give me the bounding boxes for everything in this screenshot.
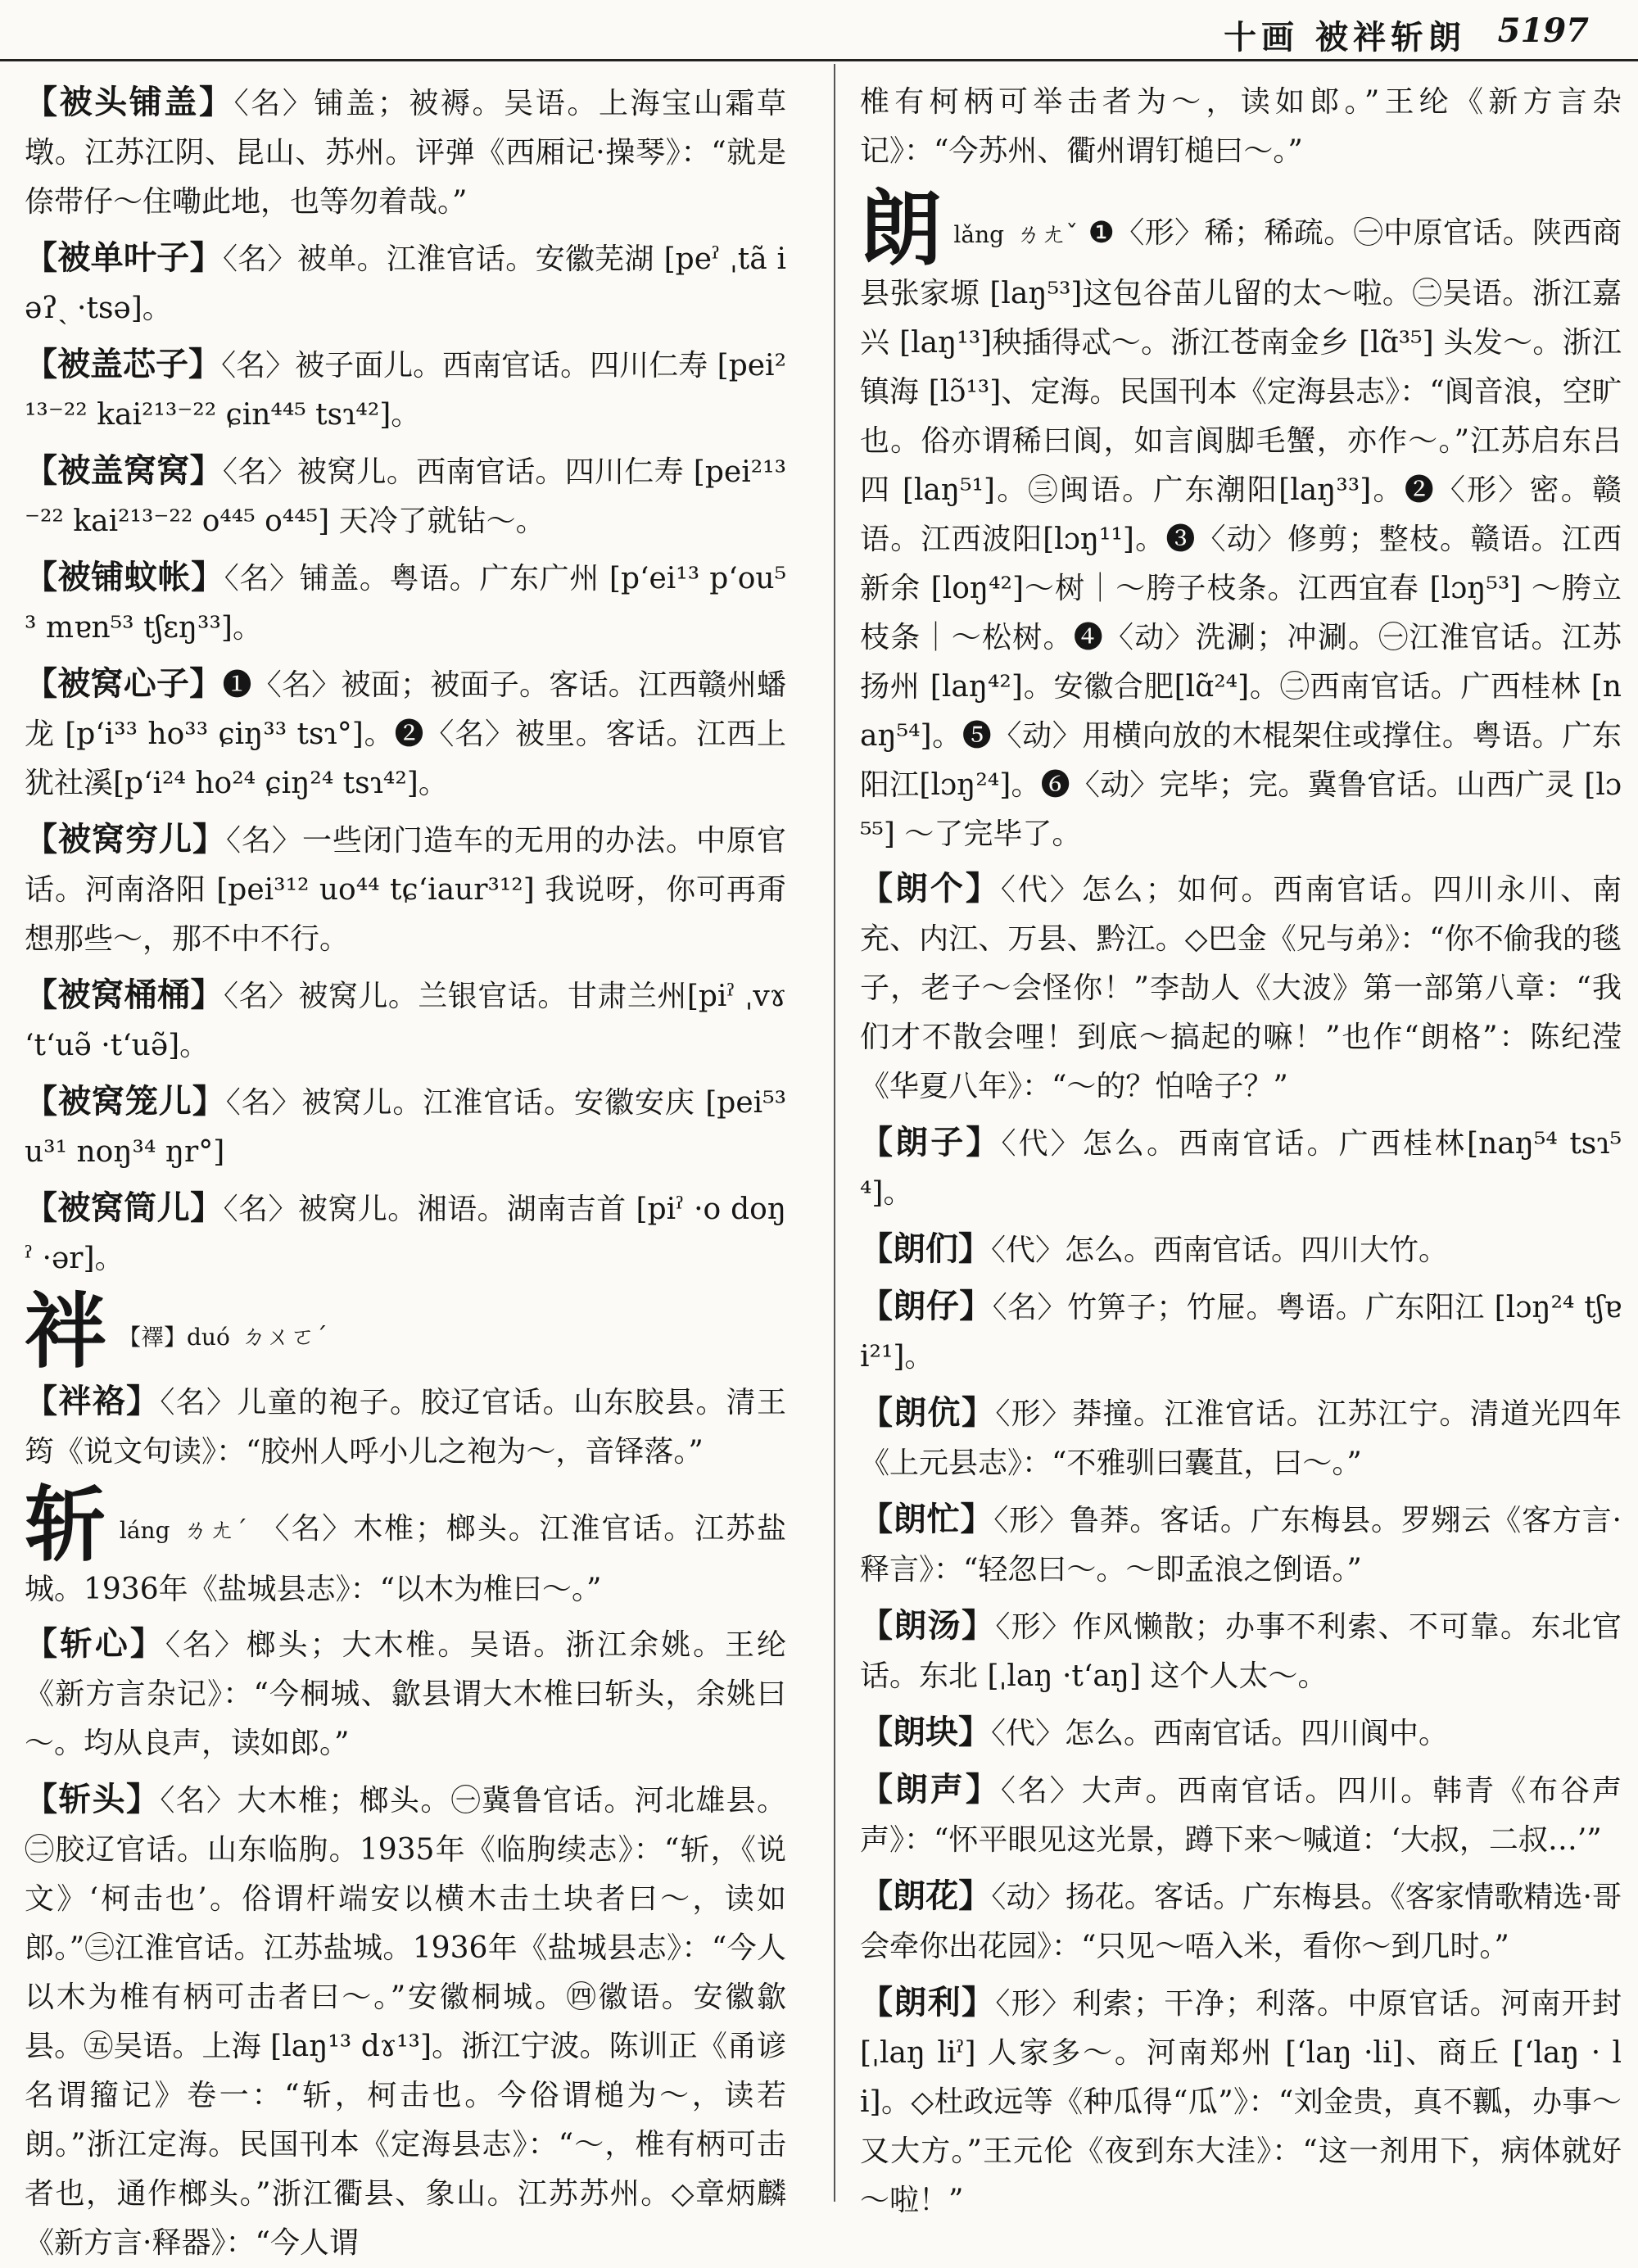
dictionary-entry — [25, 446, 786, 546]
entry-definition: 〈名〉儿童的袍子。胶辽官话。山东胶县。清王筠《说文句读》：“胶州人呼小儿之袍为～，音铎落。” — [25, 1386, 786, 1469]
dictionary-entry — [860, 1282, 1622, 1382]
entry-definition: 〈名〉铺盖。粤语。广东广州 [pʻei¹³ pʻou⁵³ mɐn⁵³ tʃɛŋ³³]。 — [25, 562, 786, 645]
right-column — [860, 78, 1622, 2217]
head-character-entry — [860, 180, 1622, 859]
entry-definition: 〈代〉怎么。西南官话。四川阆中。 — [991, 1717, 1449, 1750]
entry-headword: 【被盖窝窝】 — [25, 451, 223, 490]
entry-zhuyin: ㄌㄤˊ — [181, 1516, 250, 1545]
entry-zhuyin: ㄌㄤˇ — [1016, 220, 1079, 249]
entry-headword: 【被头铺盖】 — [25, 83, 234, 121]
dictionary-entry — [860, 1601, 1622, 1701]
entry-headword: 【朗伉】 — [860, 1393, 996, 1432]
entry-definition: 〈名〉竹箅子；竹屉。粤语。广东阳江 [lɔŋ²⁴ tʃɐi²¹]。 — [860, 1291, 1622, 1374]
entry-headword: 【朗声】 — [860, 1770, 1001, 1809]
dictionary-entry — [860, 1225, 1622, 1275]
dictionary-entry — [25, 1184, 786, 1283]
dictionary-entry — [25, 78, 786, 227]
entry-headword: 【朗们】 — [860, 1229, 991, 1268]
page-header — [0, 0, 1638, 61]
entry-definition: 〈名〉被窝儿。兰银官话。甘肃兰州[piˀ ˌvɤ ʻtʻuə̃ ·tʻuə̃]。 — [25, 980, 786, 1062]
entry-reading: láng — [119, 1517, 170, 1544]
head-character-entry — [25, 1283, 786, 1379]
entry-definition: ❶〈名〉被面；被面子。客话。江西赣州蟠龙 [pʻi³³ ho³³ ɕiŋ³³ tsɿ°]。❷〈名〉被里。客话。江西上犹社溪[pʻi²⁴ ho²⁴ ɕiŋ²⁴ tsɿ⁴²]。 — [25, 668, 786, 800]
dictionary-entry — [25, 1077, 786, 1177]
dictionary-entry — [860, 1708, 1622, 1759]
entry-headword: 【朗仔】 — [860, 1287, 993, 1325]
entry-continuation — [860, 78, 1622, 176]
dictionary-entry — [25, 1775, 786, 2268]
entry-headword: 【袢袼】 — [25, 1382, 161, 1420]
dictionary-entry — [25, 1377, 786, 1477]
entry-definition: 〈形〉鲁莽。客话。广东梅县。罗翙云《客方言·释言》：“轻忽曰～。～即孟浪之倒语。” — [860, 1504, 1622, 1587]
entry-headword: 【朗块】 — [860, 1713, 991, 1751]
entry-definition: 〈名〉被子面儿。西南官话。四川仁寿 [pei²¹³⁻²² kai²¹³⁻²² ɕin⁴⁴⁵ tsɿ⁴²]。 — [25, 349, 786, 432]
entry-definition: 〈代〉怎么；如何。西南官话。四川永川、南充、内江、万县、黔江。◇巴金《兄与弟》：“你不偷我的毯子，老子～会怪你！”李劼人《大波》第一部第八章：“我们才不散会哩！到底～搞起的嘛！”也作“朗格”：陈纪滢《华夏八年》：“～的？怕啥子？” — [860, 873, 1622, 1103]
dictionary-entry — [25, 971, 786, 1071]
entry-definition: 〈名〉铺盖；被褥。吴语。上海宝山霜草墩。江苏江阴、昆山、苏州。评弹《西厢记·操琴》：“就是倷带仔～住嘞此地，也等勿着哉。” — [25, 87, 786, 219]
dictionary-entry — [860, 1118, 1622, 1218]
left-column — [25, 78, 787, 2260]
entry-definition: 〈名〉榔头；大木椎。吴语。浙江余姚。王纶《新方言杂记》：“今桐城、歙县谓大木椎曰斩头，余姚曰～。均从良声，读如郎。” — [25, 1628, 786, 1760]
entry-headword: 【被铺蚊帐】 — [25, 558, 224, 596]
entry-headword: 【被窝筒儿】 — [25, 1188, 224, 1227]
entry-headword: 【被盖芯子】 — [25, 345, 222, 383]
entry-definition: 〈代〉怎么。西南官话。四川大竹。 — [991, 1234, 1449, 1267]
entry-headword: 【朗个】 — [860, 869, 1001, 908]
dictionary-entry — [25, 340, 786, 440]
dictionary-entry — [860, 1872, 1622, 1971]
entry-definition: 〈名〉大声。西南官话。四川。韩青《布谷声声》：“怀平眼见这光景，蹲下来～喊道：‘大叔，二叔…’” — [860, 1774, 1622, 1857]
column-divider — [834, 64, 835, 2202]
entry-zhuyin: ㄉㄨㄛˊ — [241, 1323, 328, 1351]
entry-definition: 〈名〉被窝儿。湘语。湖南吉首 [piˀ ·o doŋˀ ·ər]。 — [25, 1193, 787, 1275]
dictionary-entry — [860, 1765, 1622, 1865]
entry-headword: 【朗花】 — [860, 1876, 992, 1915]
entry-definition: 椎有柯柄可举击者为～，读如郎。”王纶《新方言杂记》：“今苏州、衢州谓钉槌曰～。” — [860, 85, 1622, 168]
entry-definition: 〈形〉莽撞。江淮官话。江苏江宁。清道光四年《上元县志》：“不雅驯曰囊苴，曰～。” — [860, 1397, 1622, 1480]
entry-definition: 〈名〉被单。江淮官话。安徽芜湖 [peˀ ˌtã iəʔˏ ·tsə]。 — [25, 242, 787, 325]
dictionary-entry — [860, 1978, 1622, 2225]
entry-definition: 〈形〉利索；干净；利落。中原官话。河南开封 [ˌlaŋ liˀ] 人家多～。河南郑州 [ʻlaŋ ·li]、商丘 [ʻlaŋ · li]。◇杜政远等《种瓜得“瓜”》：“刘金贵，真不瓤，办事～又大方。”王元伦《夜到东大洼》：“这一剂用下，病体就好～啦！” — [860, 1987, 1622, 2217]
dictionary-entry — [25, 553, 786, 653]
page-number: 5197 — [1497, 11, 1589, 50]
dictionary-entry — [25, 815, 786, 964]
head-character-entry — [25, 1476, 786, 1614]
entry-reading: lǎng — [953, 221, 1005, 248]
entry-reading: 【襗】duó — [118, 1324, 230, 1351]
entry-headword: 【朗利】 — [860, 1983, 996, 2021]
dictionary-entry — [860, 1495, 1622, 1595]
entry-headword: 【被窝笼儿】 — [25, 1082, 226, 1120]
entry-headword: 【被窝心子】 — [25, 664, 223, 703]
entry-definition: 〈名〉被窝儿。江淮官话。安徽安庆 [pei⁵³ u³¹ noŋ³⁴ ŋr°] — [25, 1086, 787, 1169]
entry-definition: 〈代〉怎么。西南官话。广西桂林[naŋ⁵⁴ tsɿ⁵⁴]。 — [860, 1127, 1622, 1210]
head-character: 斩 — [25, 1476, 108, 1573]
entry-headword: 【朗子】 — [860, 1123, 1002, 1161]
entry-headword: 【斩心】 — [25, 1624, 165, 1663]
entry-headword: 【被单叶子】 — [25, 238, 223, 277]
entry-definition: 〈名〉大木椎；榔头。㊀冀鲁官话。河北雄县。㊁胶辽官话。山东临朐。1935年《临朐续志》：“斩，《说文》‘柯击也’。俗谓杆端安以横木击土块者曰～，读如郎。”㊂江淮官话。江苏盐城。1936年《盐城县志》：“今人以木为椎有柄可击者曰～。”安徽桐城。㊃徽语。安徽歙县。㊄吴语。上海 [laŋ¹³ dɤ¹³]。浙江宁波。陈训正《甬谚名谓籀记》卷一：“斩，柯击也。今俗谓槌为～，读若朗。”浙江定海。民国刊本《定海县志》：“～，椎有柄可击者也，通作榔头。”浙江衢县、象山。江苏苏州。◇章炳麟《新方言·释器》：“今人谓 — [25, 1784, 786, 2260]
entry-definition: 〈名〉被窝儿。西南官话。四川仁寿 [pei²¹³⁻²² kai²¹³⁻²² o⁴⁴⁵ o⁴⁴⁵] 天冷了就钻～。 — [25, 455, 786, 538]
entry-definition: ❶〈形〉稀；稀疏。㊀中原官话。陕西商县张家塬 [laŋ⁵³]这包谷苗儿留的太～啦。㊁吴语。浙江嘉兴 [laŋ¹³]秧插得忒～。浙江苍南金乡 [lɑ̃³⁵] 头发～。浙江镇海 [lɔ̃¹³]、定海。民国刊本《定海县志》：“阆音浪，空旷也。俗亦谓稀曰阆，如言阆脚毛蟹，亦作～。”江苏启东吕四 [laŋ⁵¹]。㊂闽语。广东潮阳[laŋ³³]。❷〈形〉密。赣语。江西波阳[lɔŋ¹¹]。❸〈动〉修剪；整枝。赣语。江西新余 [loŋ⁴²]～树｜～胯子枝条。江西宜春 [lɔŋ⁵³] ～胯立枝条｜～松树。❹〈动〉洗涮；冲涮。㊀江淮官话。江苏扬州 [laŋ⁴²]。安徽合肥[lɑ̃²⁴]。㊁西南官话。广西桂林 [naŋ⁵⁴]。❺〈动〉用横向放的木棍架住或撑住。粤语。广东阳江[lɔŋ²⁴]。❻〈动〉完毕；完。冀鲁官话。山西广灵 [lɔ⁵⁵] ～了完毕了。 — [860, 216, 1622, 851]
entry-definition: 〈名〉一些闭门造车的无用的办法。中原官话。河南洛阳 [pei³¹² uo⁴⁴ tɕʻiaur³¹²] 我说呀，你可再甭想那些～，那不中不行。 — [25, 824, 786, 956]
dictionary-entry — [25, 1619, 786, 1768]
dictionary-entry — [860, 864, 1622, 1111]
dictionary-entry — [860, 1388, 1622, 1488]
dictionary-entry — [25, 233, 786, 333]
entry-headword: 【朗忙】 — [860, 1500, 994, 1538]
entry-headword: 【斩头】 — [25, 1780, 161, 1818]
entry-headword: 【被窝穷儿】 — [25, 820, 226, 858]
dictionary-entry — [25, 659, 786, 808]
entry-definition: 〈形〉作风懒散；办事不利索、不可靠。东北官话。东北 [ˌlaŋ ·tʻaŋ] 这个人太～。 — [860, 1610, 1622, 1693]
entry-headword: 【朗汤】 — [860, 1606, 996, 1645]
head-character: 朗 — [860, 180, 943, 277]
entry-headword: 【被窝桶桶】 — [25, 976, 224, 1014]
entry-definition: 〈动〉扬花。客话。广东梅县。《客家情歌精选·哥会牵你出花园》：“只见～唔入米，看你～到几时。” — [860, 1881, 1622, 1963]
entry-definition: 〈名〉木椎；榔头。江淮官话。江苏盐城。1936年《盐城县志》：“以木为椎曰～。” — [25, 1512, 786, 1606]
header-title: 十画 被袢斩朗 — [1224, 18, 1466, 57]
head-character: 袢 — [25, 1283, 106, 1379]
